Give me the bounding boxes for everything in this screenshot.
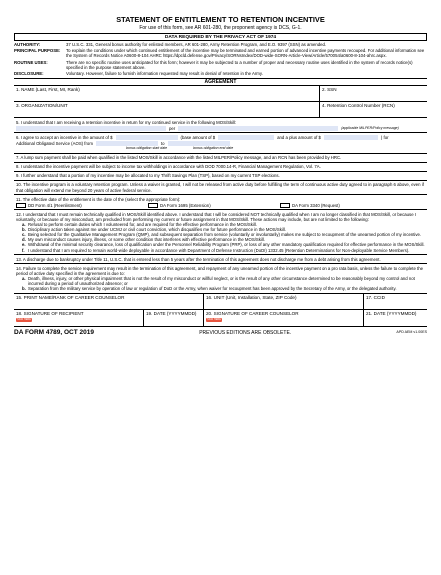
name-label: 1. NAME (Last, First, MI, Rank) [16, 87, 80, 93]
row-org-rcn [14, 102, 427, 118]
counselor-name-field[interactable] [14, 294, 204, 309]
recipient-date-field[interactable] [144, 310, 204, 326]
item-12-text: 12. I understand that I must remain technically qualified in MOS/Skill identified above. I understand that I will be considered NOT technically qualified when I am no longer classified in that MOS/Skill, or because I voluntarily, or because of my misconduct, am precluded from performing my current or future assignment in that MOS/Skill. These actions may include, but are not limited to the following: [16, 211, 416, 222]
checkbox-da-form-3340-label: DA Form 3340 (Request) [292, 202, 340, 208]
ssn-field[interactable] [320, 86, 427, 101]
item-14-a: a. Death, illness, injury, or other physical impairment that is not the result of my misconduct or willful neglect, or is the result of any other circumstance determined to be reasonably beyond my control and not incurred during a period of unauthorized absence; or [22, 275, 415, 286]
item-14-b: b. Separation from the military service by operation of law or regulation of DoD or the Army, when waiver for recoupment has been approved by the Secretary of the Army, or the delegated authority. [22, 286, 397, 292]
counselor-date-field[interactable] [364, 310, 427, 326]
privacy-text: 37 U.S.C. 331, General bonus authority for enlisted members, AR 601-280, Army Retention Program, and E.O. 9397 (SSN) as amended. [66, 42, 327, 47]
checkbox-da-form-1695-label: DA Form 1695 (Extension) [160, 202, 211, 208]
row-signatures [14, 310, 427, 327]
privacy-key: AUTHORITY: [14, 42, 41, 47]
item-6-label-d: ) for [380, 134, 389, 140]
sign-here-tag: SIGN HERE [17, 317, 31, 321]
item-6-label-c: and a plus amount of $ [277, 134, 321, 140]
milper-note: (applicable MILPER/Policy message) [341, 125, 399, 130]
privacy-authority [14, 42, 427, 47]
name-field[interactable] [14, 86, 320, 101]
item-5 [14, 118, 427, 133]
form-number: DA FORM 4789, OCT 2019 [14, 328, 94, 336]
rcn-field[interactable] [320, 102, 427, 117]
item-8: 8. I understand the incentive payment will be subject to income tax withholdings in accordance with DOD 7000.14-R, Financial Management Regulation, Vol. 7A. [14, 163, 427, 172]
privacy-text: There are no specific routine uses anticipated for this form; however it may be subjected to a number of proper and necessary routine uses identified in the system of records notice(s) specified in the purpose statement above. [66, 59, 413, 70]
item-7: 7. A lump sum payment shall be paid when qualified in the listed MOS/Skill in accordance with the listed MILPER/Policy message, and an RCN has been provided by HRC. [14, 154, 427, 163]
checkbox-da-form-1695[interactable] [148, 203, 158, 208]
organization-field[interactable] [14, 102, 320, 117]
item-12-d: d. My own misconduct causes injury, illness, or some other condition that interferes with effective performance in the MOS/Skill. [22, 237, 265, 243]
row-name-ssn [14, 86, 427, 102]
privacy-key: DISCLOSURE: [14, 71, 44, 77]
ccid-field[interactable] [364, 294, 427, 309]
organization-label: 3. ORGANIZATION/UNIT [16, 103, 68, 109]
item-6-label-b: (base amount of $ [180, 134, 216, 140]
row-counselor-info [14, 294, 427, 310]
checkbox-dd-form-4-label: DD Form 4/1 (Reenlistment) [28, 202, 82, 208]
form-subtitle: For use of this form, see AR 601-280, the proponent agency is DCS, G-1. [139, 25, 302, 31]
start-date-note: bonus obligation start date [126, 146, 168, 151]
recipient-signature-field[interactable] [14, 310, 144, 326]
apd-version: APD AEM v1.00ES [396, 330, 427, 335]
privacy-key: PRINCIPAL PURPOSE: [14, 48, 61, 54]
checkbox-da-form-3340[interactable] [280, 203, 290, 208]
counselor-name-label: 15. PRINT NAME/RANK OF CAREER COUNSELOR [16, 294, 125, 300]
agreement-header: AGREEMENT [14, 78, 427, 86]
sign-here-tag: SIGN HERE [207, 317, 221, 321]
per-label: per [169, 125, 176, 131]
incentive-amount-input[interactable] [116, 135, 178, 140]
form-page [14, 10, 427, 570]
form-footer [14, 329, 427, 336]
item-12-c: c. Being selected for the Qualitative Management Program (QMP), and subsequent separation from service (voluntarily or involuntarily) makes me subject to recoupment of the unearned portion of my incentive. [22, 232, 422, 238]
mos-skill-input[interactable] [16, 126, 166, 131]
item-12-e: e. Withdrawal of the minimal security clearance, loss of qualification under the Personnel Reliability Program (PRP), or loss of any other mandatory qualification required for effective performance in the MOS/Skill. [22, 242, 425, 248]
privacy-key: ROUTINE USES: [14, 59, 48, 65]
item-11 [14, 195, 427, 210]
checkbox-dd-form-4[interactable] [16, 203, 26, 208]
milper-message-input[interactable] [178, 126, 338, 131]
privacy-text: To explain the conditions under which continued entitlement of the incentive may be terminated and earned portion of advanced incentive payments recouped. For additional information see the System of Records Notice A0600-8-104 AHRC https://dpcld.defense.gov/Privacy/SORNsIndex/DOD-wide-SORN-Article-View/Article/570054/a0600-8-104-ahrc.aspx. [66, 48, 425, 59]
unit-field[interactable] [204, 294, 364, 309]
obsolete-note: PREVIOUS EDITIONS ARE OBSOLETE. [199, 329, 292, 336]
counselor-signature-field[interactable] [204, 310, 364, 326]
item-14 [14, 264, 427, 293]
item-5-text: 5. I understand that I am receiving a retention incentive in return for my continued service in the following MOS/Skill: [16, 119, 237, 125]
item-6-label-e: Additional Obligated Service (AOS) from [16, 141, 93, 146]
item-6-label-f: to [160, 141, 165, 146]
item-10: 10. The incentive program is a voluntary retention program. Unless a waiver is granted, I will not be released from active duty before fulfilling the term of continuous active duty agreed to in paragraph 6 above, even if that obligation will extend me beyond 20 years of active federal service. [14, 181, 427, 195]
ssn-label: 2. SSN [322, 87, 337, 93]
unit-label: 16. UNIT (Unit, Installation, State, ZIP Code) [206, 294, 297, 300]
end-date-note: bonus obligation end date [193, 146, 234, 151]
item-6 [14, 133, 427, 153]
item-12-f: f. I understand that I am required to remain world-wide deployable in accordance with Department of Defense Instruction (DoDI) 1332.45 (Retention Determinations for Non-deployable Service Members). [22, 247, 410, 253]
recipient-date-label: 19. DATE (YYYYMMDD) [146, 310, 197, 316]
rcn-label: 4. Retention Control Number (RCN) [322, 103, 395, 109]
recipient-signature-label: 18. SIGNATURE OF RECIPIENT [16, 310, 84, 316]
item-9: 9. I further understand that a portion of my incentive may be allocated to my Thrift Savings Plan (TSP), based on my current TSP elections. [14, 172, 427, 181]
form-title: STATEMENT OF ENTITLEMENT TO RETENTION INCENTIVE [116, 15, 325, 24]
privacy-text: Voluntary. However, failure to furnish information requested may result in denial of retention in the Army. [66, 71, 263, 77]
counselor-date-label: 21. DATE (YYYYMMDD) [366, 310, 417, 316]
item-12-b: b. Disciplinary action taken against me under UCMJ or civil court conviction, which disqualifies me for future performance in the MOS/Skill. [22, 227, 286, 233]
base-amount-input[interactable] [218, 135, 274, 140]
item-14-text: 14. Failure to complete the service requirement may result in the termination of this agreement, and repayment of any unearned portion of the incentive payment on a pro rata basis, unless the failure to complete the period of active duty specified in the agreement is due to: [16, 265, 423, 276]
ccid-label: 17. CCID [366, 294, 385, 300]
item-12 [14, 210, 427, 255]
privacy-routine-uses [14, 60, 427, 70]
item-6-label-a: 6. I agree to accept an incentive in the amount of $ [16, 134, 113, 140]
privacy-principal-purpose [14, 48, 427, 58]
item-11-text: 11. The effective date of the entitlement is the date of the (select the appropriate form): [16, 196, 181, 202]
plus-amount-input[interactable] [324, 135, 378, 140]
counselor-signature-label: 20. SIGNATURE OF CAREER COUNSELOR [206, 310, 299, 316]
privacy-disclosure [14, 71, 427, 76]
item-13: 13. A discharge due to bankruptcy under Title 11, U.S.C. that is entered less than 5 years after the termination of this agreement does not discharge me from a debt arising from this agreement. [14, 255, 427, 264]
item-12-a: a. Refusal to perform certain duties which I volunteered for, and are required for the effective performance in the MOS/Skill. [22, 222, 257, 228]
privacy-act-bar: DATA REQUIRED BY THE PRIVACY ACT OF 1974 [14, 33, 427, 41]
